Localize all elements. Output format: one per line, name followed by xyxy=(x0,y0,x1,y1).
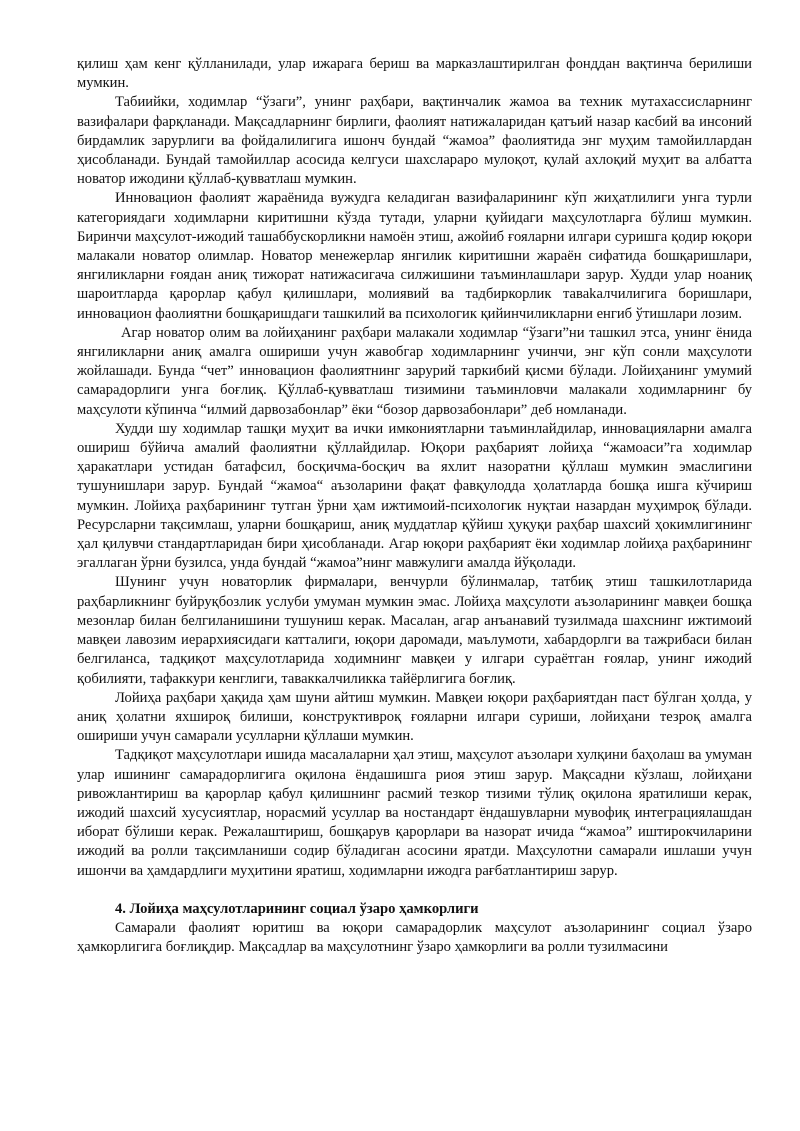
paragraph-project-leader: Лойиҳа раҳбари ҳақида ҳам шуни айтиш мумкин. Мавқеи юқори раҳбариятдан паст бўлган ҳолда, у аниқ ҳолатни яхшироқ билиши, конструктивроқ ғояларни илгари суриши, лойиҳани тезроқ амалга ошириши учун самарали усулларни қўллаши мумкин. xyxy=(77,689,752,745)
paragraph-section-intro: Самарали фаолият юритиш ва юқори самарадорлик маҳсулот аъзоларининг социал ўзаро ҳамкорлигига боғлиқдир. Мақсадлар ва маҳсулотнинг ўзаро ҳамкорлиги ва ролли тузилмасини xyxy=(77,919,752,956)
section-heading: 4. Лойиҳа маҳсулотларининг социал ўзаро ҳамкорлиги xyxy=(115,900,479,917)
paragraph-team-roles: Табиийки, ходимлар “ўзаги”, унинг раҳбари, вақтинчалик жамоа ва техник мутахассисларнинг вазифалари фарқланади. Мақсадларнинг бирлиги, фаолият натижаларидан қатъий назар касбий ва инсоний бирдамлик зарурлиги ва фойдалилигига ишонч бундай “жамоа” фаолиятида энг муҳим тамойиллардан ҳисобланади. Бундай тамойиллар асосида келгуси шахсларaро мулоқот, қулай ахлоқий муҳит ва албатта новатор ижодини қўллаб-қувватлаш мумкин. xyxy=(77,94,752,188)
paragraph-continuation: қилиш ҳам кенг қўлланилади, улар ижарага бериш ва марказлаштирилган фонддан вақтинча берилиши мумкин. xyxy=(77,56,752,92)
paragraph-gatekeepers: Агар новатор олим ва лойиҳанинг раҳбари малакали ходимлар “ўзаги”ни ташкил этса, унинг ёнида янгиликларни аниқ амалга ошириши учун жавобгар ходимларнинг учинчи, энг кўп сонли маҳсулоти жойлашади. Бунда “чет” инновацион фаолиятнинг зарурий таркибий қисми бўлади. Лойиҳанинг умумий самарадорлиги унга боғлиқ. Қўллаб-қувватлаш тизимини таъминловчи малакали ходимларнинг бу маҳсулоти кўпинча “илмий дарвозабонлар” ёки “бозор дарвозабонлари” деб номланади. xyxy=(77,324,752,418)
paragraph-leadership-style: Шунинг учун новаторлик фирмалари, венчурли бўлинмалар, татбиқ этиш ташкилотларида раҳбарликнинг буйруқбозлик услуби умуман мумкин эмас. Лойиҳа маҳсулоти аъзоларининг мавқеи бошқа мезонлар билан белгиланишини тушуниш керак. Масалан, агар анъанавий тузилмада шахснинг ижтимоий мавқеи лавозим иерархиясидаги катталиги, юқори даромади, маълумоти, хабардорлги ва тажрибаси билан белгиланса, тадқиқот маҳсулотларида ходимнинг мавқеи у илгари сурaётган ғоялар, унинг ижодий қобилияти, тафаккури кенглиги, таваккалчиликка тайёрлигига боғлиқ. xyxy=(77,574,752,687)
paragraph-management-control: Худди шу ходимлар ташқи муҳит ва ички имкониятларни таъминлайдилар, инновацияларни амалга ошириш бўйича амалий фаолиятни қўллайдилар. Юқори раҳбарият лойиҳа “жамоаси”га ходимлар ҳаракатлари устидан батафсил, босқичма-босқич ва яхлит назоратни қўллаш мумкин эмаслигини тушунишлари зарур. Бундай “жамоа“ аъзоларини фақат фавқулодда ҳолатларда бошқа ишга кўчириш мумкин. Лойиҳа раҳбарининг тутган ўрни ҳам ижтимоий-психологик нуқтаи назардан муҳимроқ бўлади. Ресурсларни тақсимлаш, уларни бошқариш, аниқ муддатлар қўйиш ҳуқуқи раҳбар шахсий ҳокимлигининг ҳал қилувчи стандартларидан бири ҳисобланади. Агар юқори раҳбарият ёки ходимлар лойиҳа раҳбарининг эгаллаган ўрни бузилса, унда бундай “жамоа”нинг мавжулиги амалда йўқолади. xyxy=(77,420,752,572)
paragraph-innovation-staff: Инновацион фаолият жараёнида вужудга келадиган вазифаларининг кўп жиҳатлилиги унга турли категориядаги ходимларни киритишни кўзда тутади, уларни қуйидаги маҳсулотларга бўлиш мумкин. Биринчи маҳсулот-ижодий ташаббускорликни намоён этиш, ажойиб ғояларни илгари суришга қодир юқори малакали новатор олимлар. Новатор менежерлар янгилик киритишни жараён сифатида бошқаришлари, янгиликларни ғоядан аниқ тижорат натижасигача силжишини таъминлашлари зарур. Худди улар ноаниқ шароитларда қарорлар қабул қилишлари, молиявий ва тадбиркорлик таваkалчилигига боришлари, инновацион фаолиятни бошқаришдаги ташкилий ва психологик қийинчиликларни енгиб ўтишлари лозим. xyxy=(77,190,752,322)
paragraph-research-products: Тадқиқот маҳсулотлари ишида масалаларни ҳал этиш, маҳсулот аъзолари хулқини баҳолаш ва умуман улар ишининг самарадорлигига оқилона ёндашишга риоя этиш зарур. Мақсадни кўзлаш, лойиҳани ривожлантириш ва қарорлар қабул қилишнинг расмий тезкор тизими тўлиқ оқилона яратилиши керак, ижодий шахсий хусусиятлар, норасмий усуллар ва ностандарт ёндашувларни мувофиқ интеграциялашдан иборат бўлиши керак. Режалаштириш, бошқарув қарорлари ва назорат ичида “жамоа” иштирокчиларини ижодий ва ролли тақсимланиши содир бўладиган асосини яратди. Маҳсулотни самарали ишлаши учун ишончи ва ҳамдардлиги муҳитини яратиш, ходимларни ижодга рағбатлантириш зарур. xyxy=(77,747,752,879)
